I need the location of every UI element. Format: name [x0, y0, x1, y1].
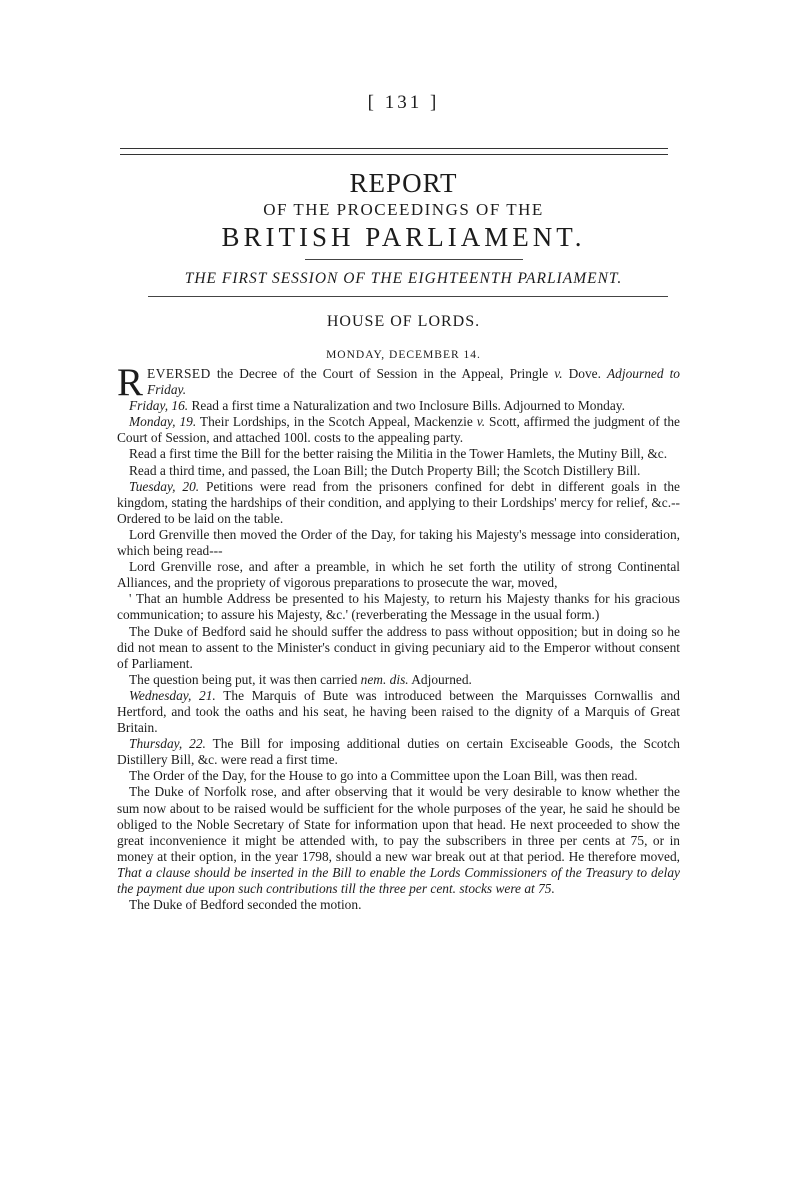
day-label: Thursday, 22.	[129, 736, 206, 752]
paragraph-text: Adjourned.	[408, 671, 472, 687]
day-label: Wednesday, 21.	[129, 687, 216, 703]
page-number: [ 131 ]	[367, 92, 440, 113]
day-label: Tuesday, 20.	[129, 478, 200, 494]
drop-cap: R	[117, 361, 144, 404]
paragraph	[117, 688, 680, 736]
paragraph	[117, 398, 680, 414]
title-divider	[305, 259, 523, 260]
paragraph-text: Their Lordships, in the Scotch Appeal, Mackenzie	[196, 414, 477, 430]
adjourned-note: Adjourned to Friday.	[147, 366, 680, 398]
title-of-the-proceedings: OF THE PROCEEDINGS OF THE	[263, 200, 544, 219]
paragraph: ' That an humble Address be presented to his Majesty, to return his Majesty thanks for his gracious communication; to assure his Majesty, &c.' (reverberating the Message in the usual form.)	[117, 591, 680, 623]
report-body	[117, 361, 680, 913]
day-label: Monday, 19.	[129, 414, 197, 430]
paragraph: The Duke of Bedford seconded the motion.	[129, 897, 362, 913]
paragraph: The Order of the Day, for the House to go into a Committee upon the Loan Bill, was then read.	[129, 768, 638, 784]
versus: v.	[476, 414, 486, 430]
paragraph	[117, 479, 680, 527]
house-heading: HOUSE OF LORDS.	[326, 313, 481, 330]
paragraph-text: The Marquis of Bute was introduced between the Marquisses Cornwallis and Hertford, and took the oaths and his seat, he having been raised to the dignity of a Marquis of Great Britain.	[117, 687, 680, 736]
paragraph	[117, 784, 680, 897]
paragraph	[117, 361, 680, 404]
paragraph: Read a third time, and passed, the Loan Bill; the Dutch Property Bill; the Scotch Distillery Bill.	[129, 462, 641, 478]
versus: v.	[554, 366, 563, 381]
motion-text: That a clause should be inserted in the Bill to enable the Lords Commissioners of the Treasury to delay the payment due upon such contributions till the three per cent. stocks were at 75.	[117, 864, 680, 896]
paragraph-text: the Decree of the Court of Session in the Appeal, Pringle	[210, 366, 555, 381]
paragraph-text: Read a first time a Naturalization and two Inclosure Bills. Adjourned to Monday.	[188, 398, 625, 414]
paragraph: Lord Grenville then moved the Order of the Day, for taking his Majesty's message into consideration, which being read---	[117, 526, 680, 559]
paragraph-text: Petitions were read from the prisoners confined for debt in different goals in the kingdom, stating the hardships of their condition, and applying to their Lordships' mercy for relief, &c.--Ordered to be laid on the table.	[117, 478, 680, 526]
paragraph	[117, 736, 680, 768]
session-heading: THE FIRST SESSION OF THE EIGHTEENTH PARLIAMENT.	[184, 270, 623, 287]
paragraph: The Duke of Bedford said he should suffer the address to pass without opposition; but in doing so he did not mean to assent to the Minister's conduct in giving pecuniary aid to the Emperor without consent of Parliament.	[117, 623, 680, 671]
paragraph: Lord Grenville rose, and after a preamble, in which he set forth the utility of strong Continental Alliances, and the propriety of vigorous preparations to prosecute the war, moved,	[117, 559, 680, 591]
paragraph	[117, 672, 680, 688]
nem-dis: nem. dis.	[360, 671, 409, 687]
paragraph-text: The Bill for imposing additional duties on certain Exciseable Goods, the Scotch Distillery Bill, &c. were read a first time.	[117, 736, 680, 768]
paragraph-text: The Duke of Norfolk rose, and after observing that it would be very desirable to know whether the sum now about to be raised would be sufficient for the whole purposes of the year, he said he should be obliged to the Noble Secretary of State for information upon that head. He next proceeded to show the great inconvenience it might be attended with, to pay the subscribers in three per cents at 75, or in money at their option, in the year 1798, should a new war break out at that period. He therefore moved,	[117, 784, 680, 864]
paragraph: Read a first time the Bill for the better raising the Militia in the Tower Hamlets, the Mutiny Bill, &c.	[129, 446, 668, 462]
paragraph-text: Dove.	[562, 366, 607, 381]
paragraph	[117, 414, 680, 446]
date-line: MONDAY, DECEMBER 14.	[326, 349, 481, 361]
paragraph-text: Scott, affirmed the judgment of the Court of Session, and attached 100l. costs to the appealing party.	[117, 414, 680, 446]
title-report: REPORT	[349, 168, 458, 198]
paragraph-text: The question being put, it was then carried	[129, 671, 361, 687]
first-word: EVERSED	[147, 366, 211, 381]
title-british-parliament: BRITISH PARLIAMENT.	[221, 222, 586, 252]
day-label: Friday, 16.	[129, 398, 189, 414]
header-double-rule	[120, 148, 668, 155]
session-divider	[148, 296, 668, 297]
